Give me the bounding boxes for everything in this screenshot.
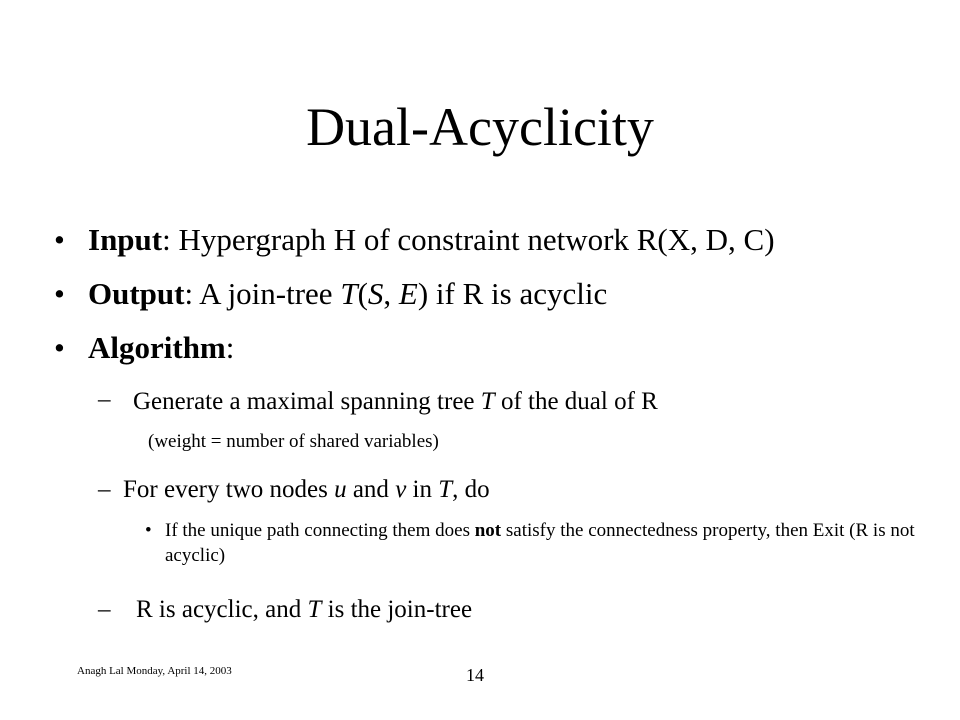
check-text-a: If the unique path connecting them does [165,520,475,541]
step-generate-text: Generate a maximal spanning tree [133,388,481,415]
step-generate-dash: – [98,386,111,413]
check-text-b: satisfy the connectedness property, then Exit (R is not acyclic) [165,520,915,566]
step-generate [133,386,658,418]
bullet-output [54,274,607,314]
step-acyclic-var-t: T [307,596,322,623]
bullet-dot: • [54,276,65,311]
page-number: 14 [466,665,484,685]
output-comma: , [383,276,399,311]
step-var-t: T [438,476,453,503]
output-var-e: E [398,276,418,311]
bullet-dot: • [54,222,65,257]
step-for-every [98,474,490,506]
step-generate-note: (weight = number of shared variables) [148,431,439,452]
step-var-u: u [334,476,347,503]
step-acyclic [136,594,472,626]
bullet-dot: • [54,330,65,365]
slide-title: Dual-Acyclicity [306,97,654,157]
output-paren: ( [357,276,368,311]
step-for-every-text: For every two nodes [123,476,335,503]
step-check-path-text [165,518,935,568]
bullet-input [54,220,775,260]
input-text: : Hypergraph H of constraint network R(X, D, C) [162,222,775,257]
step-acyclic-text-end: is the join-tree [321,596,473,623]
step-and: and [346,476,396,503]
step-do: , do [452,476,490,503]
check-not: not [474,520,502,541]
step-var-v: v [395,476,407,503]
step-in: in [406,476,439,503]
step-generate-text-end: of the dual of R [494,388,658,415]
algorithm-label: Algorithm [88,330,226,365]
algorithm-colon: : [225,330,235,365]
footer-author: Anagh Lal Monday, April 14, 2003 [77,665,232,677]
output-var-s: S [367,276,384,311]
output-text: : A join-tree [184,276,341,311]
bullet-algorithm [54,328,234,368]
step-acyclic-text: R is acyclic, and [136,596,308,623]
step-generate-var-t: T [480,388,495,415]
output-label: Output [88,276,185,311]
step-acyclic-dash: – [98,596,111,623]
step-dash: – [98,476,111,503]
input-label: Input [88,222,163,257]
output-text-end: ) if R is acyclic [417,276,608,311]
output-var-t: T [340,276,358,311]
sub-bullet-dot: • [145,520,152,541]
